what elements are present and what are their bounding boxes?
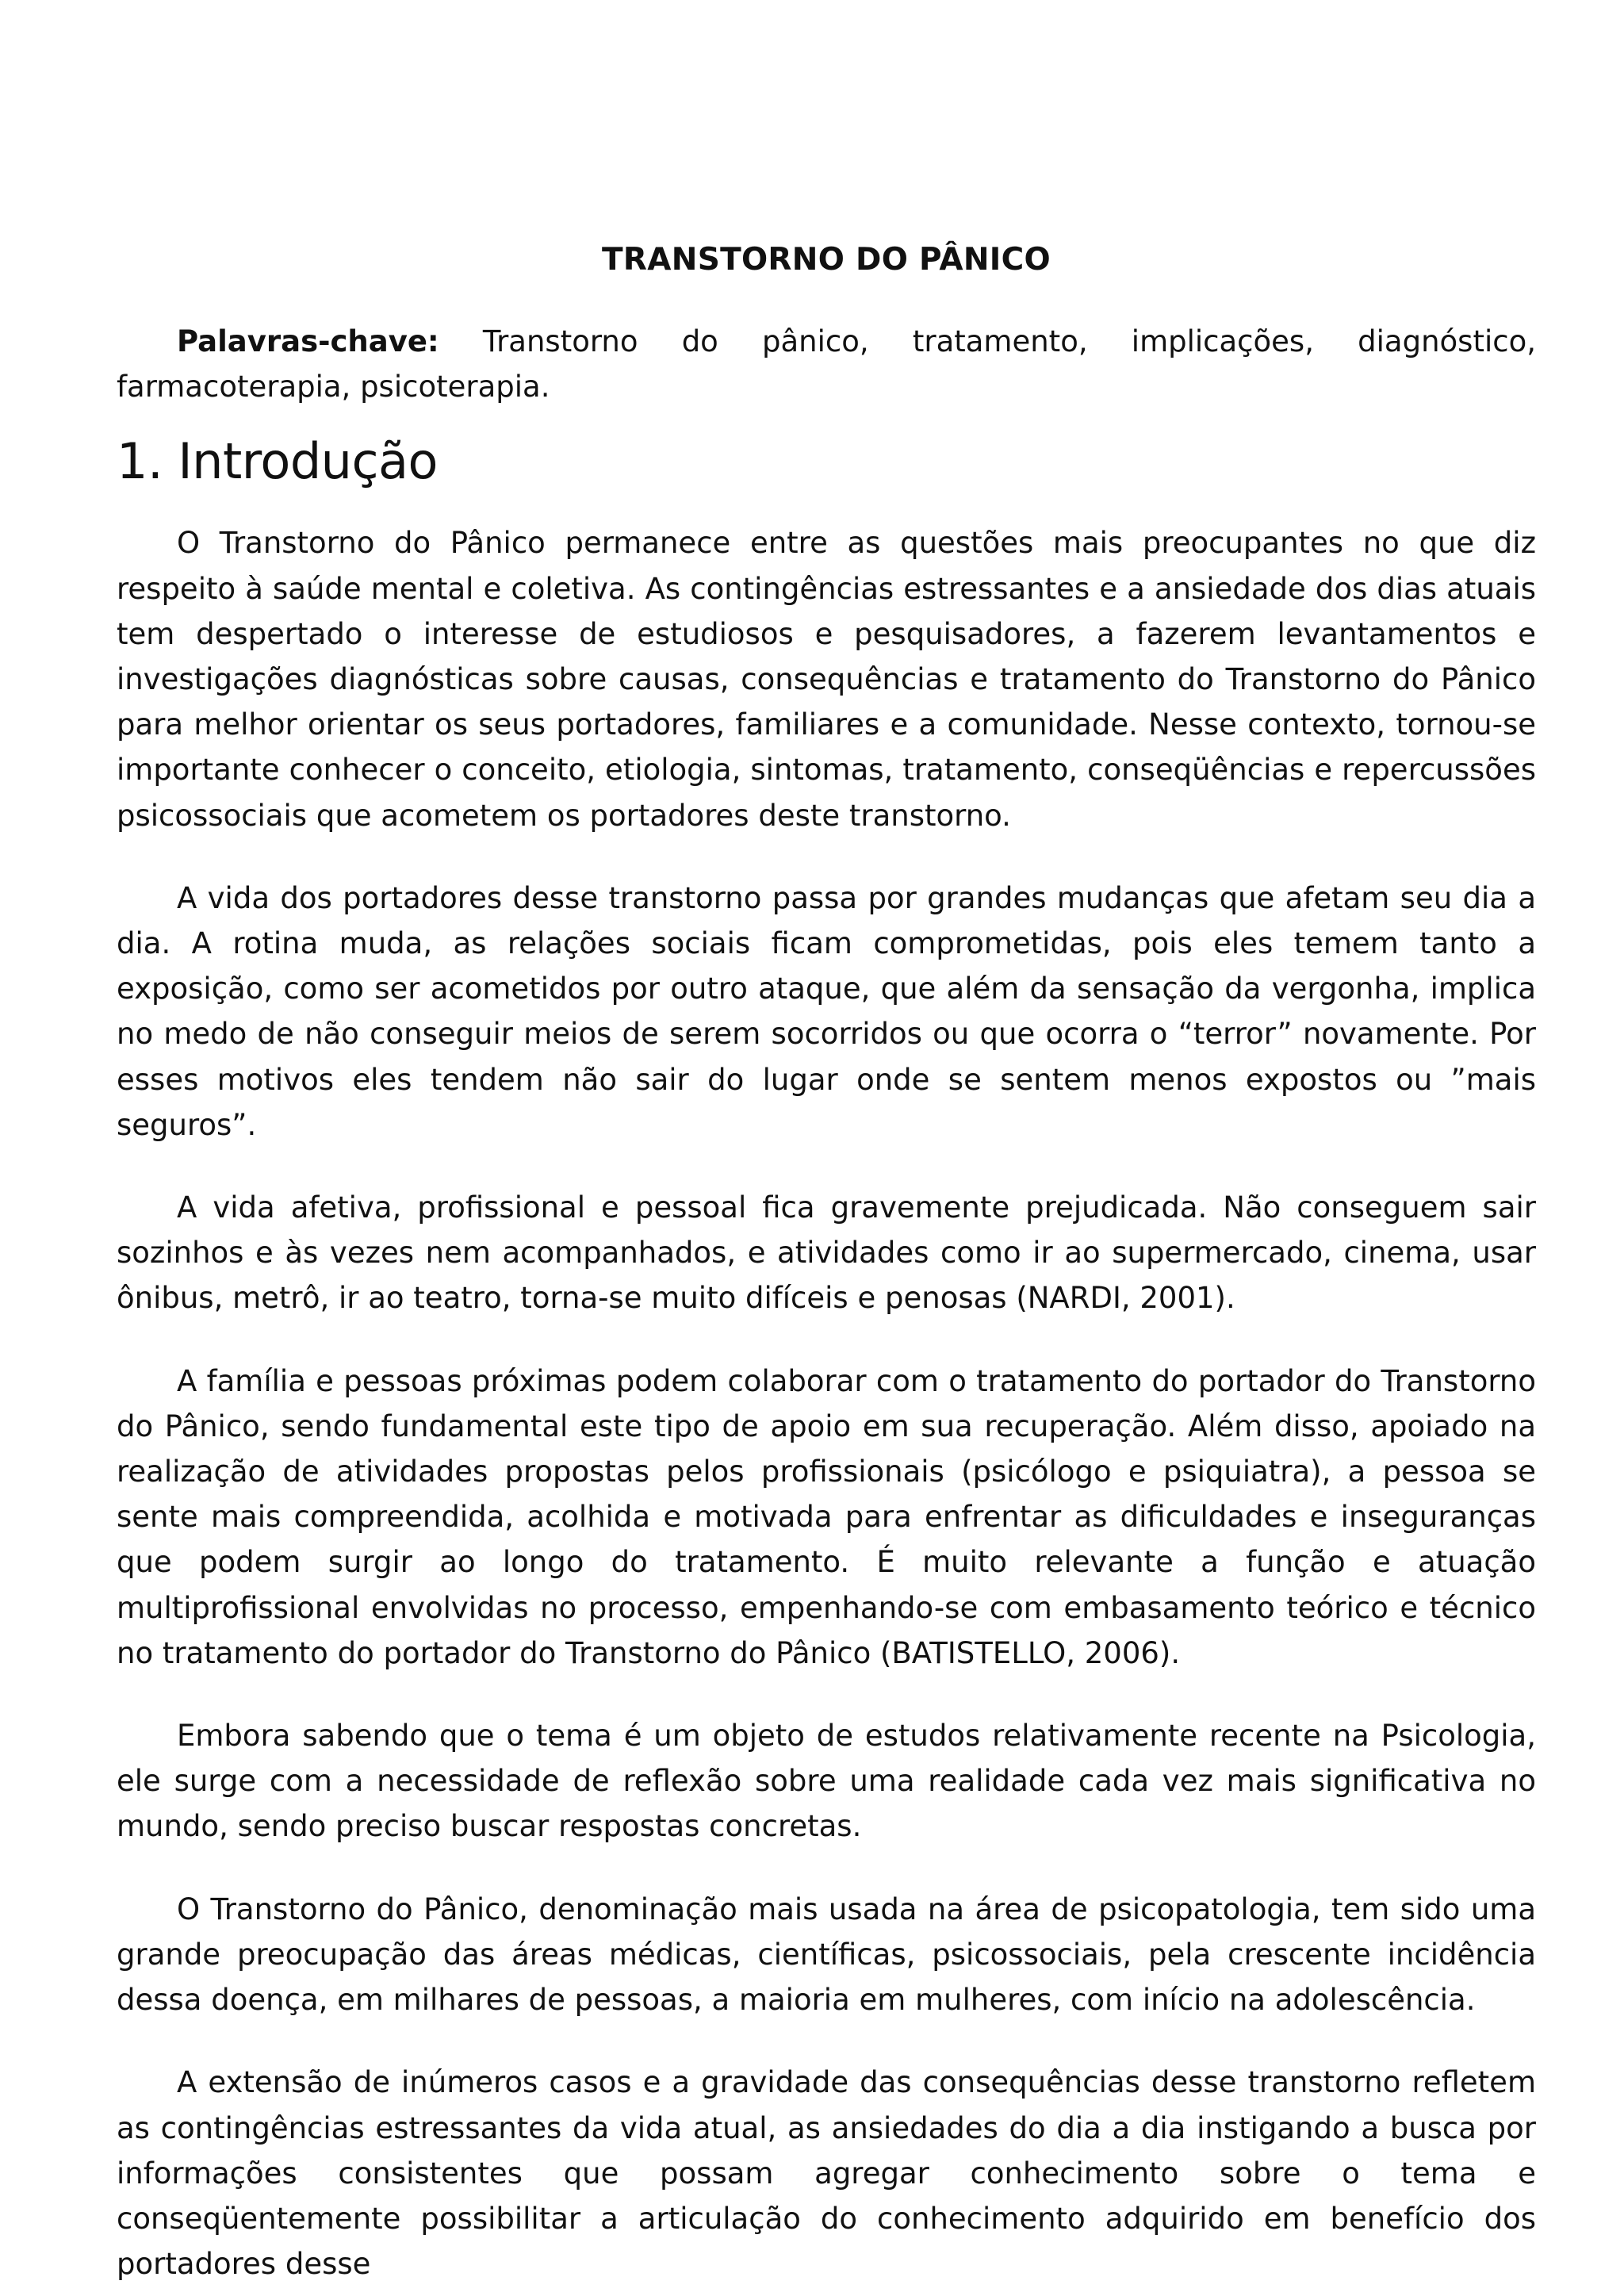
paragraph: Embora sabendo que o tema é um objeto de estudos relativamente recente na Psicologia, ele surge com a necessidade de reflexão sobre uma realidade cada vez mais significativa no mundo, sendo preciso buscar respostas concretas. bbox=[117, 1719, 1536, 1844]
paragraph: O Transtorno do Pânico, denominação mais usada na área de psicopatologia, tem sido uma grande preocupação das áreas médicas, científicas, psicossociais, pela crescente incidência dessa doença, em milhares de pessoas, a maioria em mulheres, com início na adolescência. bbox=[117, 1892, 1536, 2018]
paragraph: O Transtorno do Pânico permanece entre as questões mais preocupantes no que diz respeito à saúde mental e coletiva. As contingências estressantes e a ansiedade dos dias atuais tem despertado o interesse de estudiosos e pesquisadores, a fazerem levantamentos e investigações diagnósticas sobre causas, consequências e tratamento do Transtorno do Pânico para melhor orientar os seus portadores, familiares e a comunidade. Nesse contexto, tornou-se importante conhecer o conceito, etiologia, sintomas, tratamento, conseqüências e repercussões psicossociais que acometem os portadores deste transtorno. bbox=[117, 526, 1536, 833]
paragraph: A vida dos portadores desse transtorno passa por grandes mudanças que afetam seu dia a dia. A rotina muda, as relações sociais ficam comprometidas, pois eles temem tanto a exposição, como ser acometidos por outro ataque, que além da sensação da vergonha, implica no medo de não conseguir meios de serem socorridos ou que ocorra o “terror” novamente. Por esses motivos eles tendem não sair do lugar onde se sentem menos expostos ou ”mais seguros”. bbox=[117, 880, 1536, 1142]
keywords-text: Transtorno do pânico, tratamento, implicações, diagnóstico, farmacoterapia, psicoterapia. bbox=[117, 324, 1536, 404]
paragraph: A família e pessoas próximas podem colaborar com o tratamento do portador do Transtorno do Pânico, sendo fundamental este tipo de apoio em sua recuperação. Além disso, apoiado na realização de atividades propostas pelos profissionais (psicólogo e psiquiatra), a pessoa se sente mais compreendida, acolhida e motivada para enfrentar as dificuldades e inseguranças que podem surgir ao longo do tratamento. É muito relevante a função e atuação multiprofissional envolvidas no processo, empenhando-se com embasamento teórico e técnico no tratamento do portador do Transtorno do Pânico (BATISTELLO, 2006). bbox=[117, 1363, 1536, 1670]
paragraph: A vida afetiva, profissional e pessoal fica gravemente prejudicada. Não conseguem sair sozinhos e às vezes nem acompanhados, e atividades como ir ao supermercado, cinema, usar ônibus, metrô, ir ao teatro, torna-se muito difíceis e penosas (NARDI, 2001). bbox=[117, 1190, 1536, 1316]
paragraph: A extensão de inúmeros casos e a gravidade das consequências desse transtorno refletem as contingências estressantes da vida atual, as ansiedades do dia a dia instigando a busca por informações consistentes que possam agregar conhecimento sobre o tema e conseqüentemente possibilitar a articulação do conhecimento adquirido em benefício dos portadores desse bbox=[117, 2065, 1536, 2282]
keywords-line bbox=[117, 319, 1536, 409]
document-title: TRANSTORNO DO PÂNICO bbox=[602, 242, 1051, 278]
keywords-label: Palavras-chave: bbox=[177, 324, 439, 358]
document-page bbox=[117, 238, 1536, 2286]
section-heading-introduction: 1. Introdução bbox=[117, 432, 438, 491]
